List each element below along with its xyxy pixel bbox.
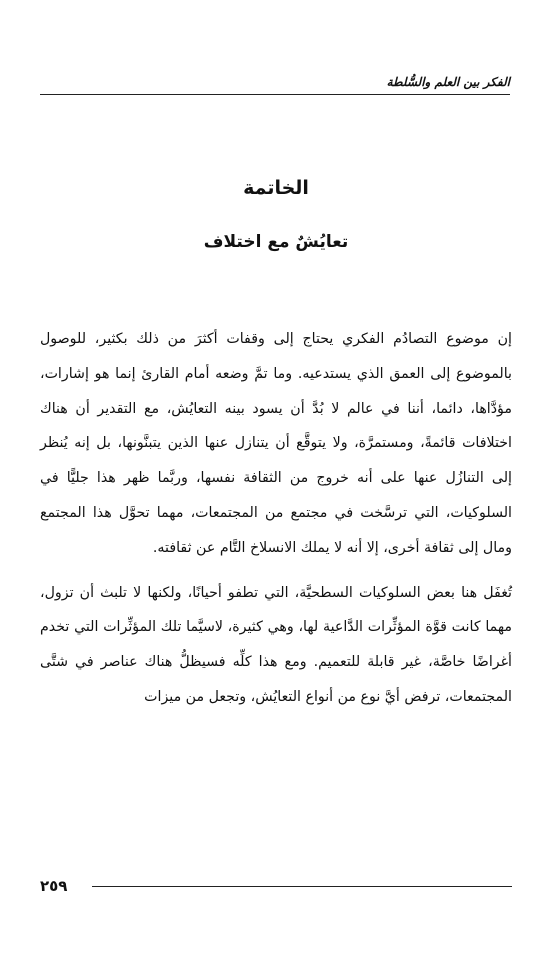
running-header <box>40 74 510 98</box>
page-footer <box>40 875 512 897</box>
page-number: ٢٥٩ <box>40 877 68 895</box>
running-title: الفكر بين العلم والسُّلطة <box>386 75 510 89</box>
chapter-subtitle: تعايُشٌ مع اختلاف <box>203 232 349 252</box>
header-rule <box>40 94 510 95</box>
paragraph-1: إن موضوع التصادُم الفكري يحتاج إلى وقفات أكثرَ من ذلك بكثير، للوصول بالموضوع إلى العمق الذي يستدعيه. وما تمَّ وضعه أمام القارئ إنما هو إشارات، مؤدَّاها، دائما، أننا في عالم لا بُدَّ أن يسود بينه التعايُش، مع التقدير أن هناك اختلافات قائمةً، ومستمرَّة، ولا يتوقَّع أن يتنازل عنها الذين يتبنَّونها، بل إنه يُنظر إلى التنازُل عنها على أنه خروج من الثقافة نفسها، وربَّما ظهر هذا جليًّا في السلوكيات، التي ترسَّخت في مجتمع من المجتمعات، مهما تحوَّل هذا المجتمع ومال إلى ثقافة أخرى، إلا أنه لا يملك الانسلاخ التَّام عن ثقافته. <box>40 331 512 556</box>
paragraph-2: تُغفَل هنا بعض السلوكيات السطحيَّة، التي تطفو أحيانًا، ولكنها لا تلبث أن تزول، مهما كانت قوَّة المؤثِّرات الدَّاعية لها، وهي كثيرة، لاسيَّما تلك المؤثِّرات التي تخدم أغراضًا خاصَّة، غير قابلة للتعميم. ومع هذا كلِّه فسيظلُّ هناك عناصر في شتَّى المجتمعات، ترفض أيَّ نوع من أنواع التعايُش، وتجعل من ميزات <box>40 584 512 705</box>
body-text <box>40 322 512 715</box>
chapter-title: الخاتمة <box>243 177 309 199</box>
footer-rule <box>92 886 512 887</box>
